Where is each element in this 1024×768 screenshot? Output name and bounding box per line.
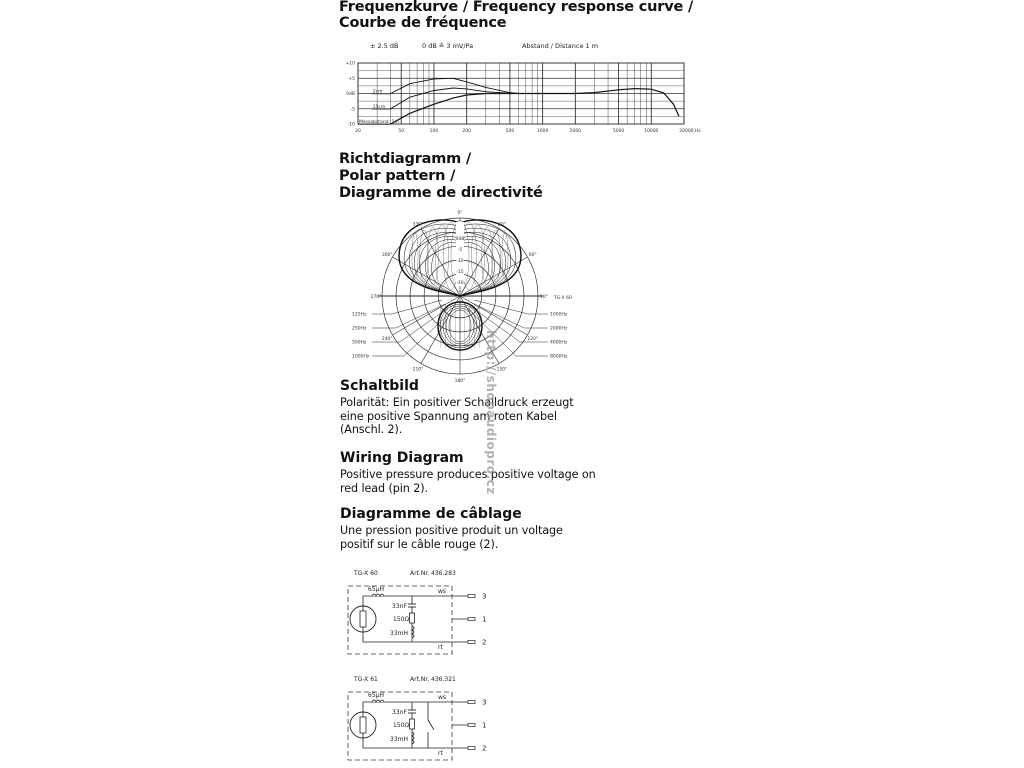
polar-angle-label: 300° xyxy=(381,253,393,258)
x-tick-label: 100 xyxy=(429,129,439,134)
wiring-diagram-title: Wiring Diagram xyxy=(340,450,464,466)
pin-label: 1 xyxy=(482,721,487,730)
polar-title-line1: Richtdiagramm / xyxy=(339,151,471,167)
x-tick-label: 1000 xyxy=(536,129,549,134)
pin-connector xyxy=(468,618,475,621)
coil-label: 33mH xyxy=(390,736,408,743)
x-tick-label: 500 xyxy=(505,129,515,134)
inductor-label: 65µH xyxy=(368,586,384,593)
pin-connector xyxy=(468,701,475,704)
wire-bottom-label: rt xyxy=(438,750,443,757)
right-frequency-label: 8000Hz xyxy=(550,354,568,360)
x-axis-ticks xyxy=(355,128,701,134)
polar-angle-label: 60° xyxy=(528,253,537,258)
schematic-art-nr: Art.Nr. 436.321 xyxy=(410,676,456,683)
x-tick-label: 20 xyxy=(355,129,361,134)
cablage-line: Une pression positive produit un voltage xyxy=(340,524,563,537)
polar-angle-label: 180° xyxy=(454,379,466,384)
capacitor-gap xyxy=(408,710,416,713)
x-tick-label: 10000 xyxy=(644,129,659,134)
polar-title-line2: Polar pattern / xyxy=(339,168,456,184)
series-label: 2cm xyxy=(372,89,383,95)
freq-title-line1: Frequenzkurve / Frequency response curve / xyxy=(339,0,694,15)
schematic-tg-x-61 xyxy=(340,672,510,768)
schematic-tg-x-60 xyxy=(340,566,510,661)
inductor-label: 65µH xyxy=(368,692,384,699)
x-tick-label: 200 xyxy=(462,129,471,134)
pin-label: 1 xyxy=(482,615,487,624)
polar-angle-label: 270° xyxy=(370,295,382,300)
polar-angle-label: 120° xyxy=(527,337,539,342)
right-frequency-label: 4000Hz xyxy=(550,340,568,346)
polar-angle-label: 330° xyxy=(412,222,424,228)
left-frequency-label: 250Hz xyxy=(352,326,367,332)
polar-angle-label: 150° xyxy=(496,367,508,373)
schaltbild-text xyxy=(340,396,574,437)
polar-scale-label: -20 xyxy=(456,281,464,286)
y-tick-label: -10 xyxy=(347,122,355,128)
left-frequency-label: 125Hz xyxy=(352,312,367,318)
pin-connector xyxy=(468,641,475,644)
diagramme-cablage-text xyxy=(340,524,563,551)
schaltbild-line: Polarität: Ein positiver Schalldruck erzeugt xyxy=(340,396,574,409)
freq-title-line2: Courbe de fréquence xyxy=(339,15,507,31)
inductor-icon xyxy=(372,700,384,702)
polar-angle-label: 210° xyxy=(412,367,424,373)
schaltbild-line: eine positive Spannung am roten Kabel xyxy=(340,409,557,423)
wiring-diagram-text xyxy=(340,468,596,495)
wire-bottom-label: rt xyxy=(438,644,443,651)
wiring-line: red lead (pin 2). xyxy=(340,481,428,495)
polar-scale-label: 0dB xyxy=(455,237,465,242)
y-axis-ticks xyxy=(346,61,356,128)
wire-top-label: ws xyxy=(438,588,447,595)
polar-scale-label: -15 xyxy=(456,270,464,275)
capacitor-label: 33nF xyxy=(392,603,407,610)
pin-label: 3 xyxy=(482,698,487,707)
polar-angle-label: 0° xyxy=(457,211,463,216)
y-tick-label: +10 xyxy=(345,61,355,67)
pin-label: 3 xyxy=(482,592,487,601)
left-frequency-label: 500Hz xyxy=(352,340,367,346)
polar-angle-label: 240° xyxy=(381,337,393,342)
y-tick-label: -5 xyxy=(350,107,355,113)
polar-pattern-diagram xyxy=(340,212,585,382)
y-tick-label: +5 xyxy=(348,76,355,82)
series-label: Messabstand: 1m xyxy=(359,120,399,125)
left-frequency-label: 1000Hz xyxy=(352,354,370,360)
resistor-icon xyxy=(410,719,415,729)
y-tick-label: 0dB xyxy=(346,92,355,97)
polar-scale-label: -5 xyxy=(457,248,463,253)
wire-top xyxy=(363,596,470,611)
x-tick-label: 50 xyxy=(398,129,405,134)
capacitor-label: 33nF xyxy=(392,709,407,716)
schematic-art-nr: Art.Nr. 436.283 xyxy=(410,570,456,577)
pin-connector xyxy=(468,595,475,598)
spec-sensitivity: 0 dB ≙ 3 mV/Pa xyxy=(422,42,474,50)
polar-angle-label: 90° xyxy=(540,295,548,300)
polar-model-label: TG-X 60 xyxy=(554,296,572,301)
x-tick-label: 2000 xyxy=(569,129,582,134)
resistor-icon xyxy=(410,613,415,623)
resistor-label: 150Ω xyxy=(393,722,410,729)
capsule-element xyxy=(360,717,366,733)
wire-bottom xyxy=(363,627,470,642)
capacitor-gap xyxy=(408,604,416,607)
pin-connector xyxy=(468,747,475,750)
wire-bottom xyxy=(363,733,470,748)
right-frequency-label: 1000Hz xyxy=(550,312,568,318)
series-label: 15cm xyxy=(372,104,386,110)
wiring-line: Positive pressure produces positive voltage on xyxy=(340,468,596,481)
wire-top xyxy=(363,702,470,717)
wire-top-label: ws xyxy=(438,694,447,701)
switch-icon xyxy=(428,720,434,730)
pin-connector xyxy=(468,724,475,727)
scale-slot xyxy=(456,222,464,286)
schematic-model: TG-X 60 xyxy=(354,570,378,577)
x-tick-label: 5000 xyxy=(612,129,625,134)
pin-label: 2 xyxy=(482,744,487,753)
frequency-response-chart xyxy=(340,58,701,138)
resistor-label: 150Ω xyxy=(393,616,410,623)
polar-title-line3: Diagramme de directivité xyxy=(339,185,543,201)
cablage-line: positif sur le câble rouge (2). xyxy=(340,537,499,551)
schaltbild-line: (Anschl. 2). xyxy=(340,423,403,436)
polar-angle-label: 30° xyxy=(498,222,506,228)
schematic-model: TG-X 61 xyxy=(354,676,378,683)
coil-label: 33mH xyxy=(390,630,408,637)
series-labels xyxy=(358,89,399,126)
inductor-icon xyxy=(372,594,384,596)
polar-scale-label: -10 xyxy=(456,259,464,264)
x-tick-label: 20000 Hz xyxy=(679,129,701,134)
diagramme-cablage-title: Diagramme de câblage xyxy=(340,506,522,522)
spec-distance: Abstand / Distance 1 m xyxy=(522,42,599,50)
watermark: http://shopaudiopro.cz xyxy=(484,330,498,495)
schaltbild-title: Schaltbild xyxy=(340,378,419,394)
right-frequency-label: 2000Hz xyxy=(550,326,568,332)
spec-tolerance: ± 2.5 dB xyxy=(370,42,399,50)
capsule-element xyxy=(360,611,366,627)
pin-label: 2 xyxy=(482,638,487,647)
